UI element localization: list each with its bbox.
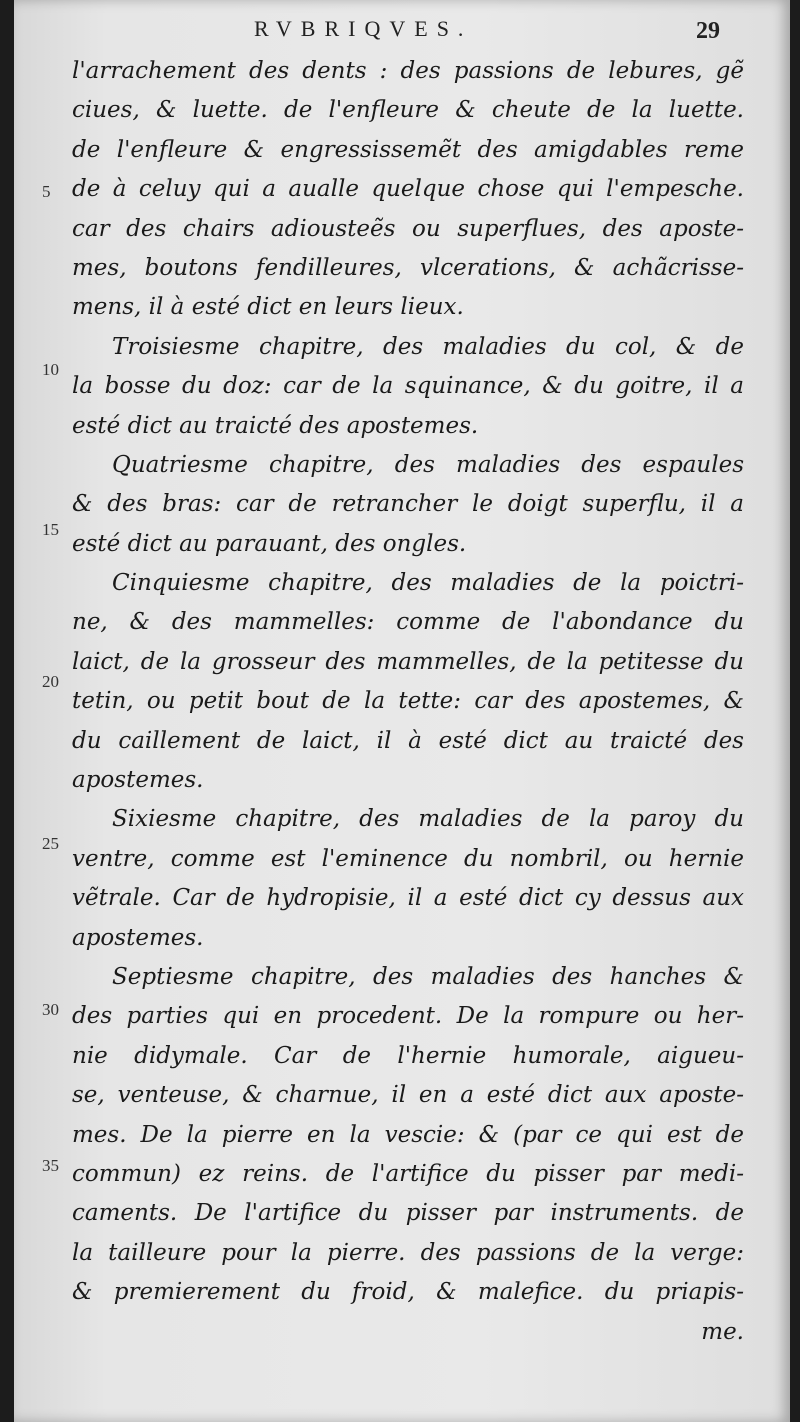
text-line: la bosse du doz: car de la squinance, & du goitre, il a: [72, 373, 744, 400]
text-line: esté dict au parauant, des ongles.: [72, 530, 467, 557]
running-title: RVBRIQVES.: [254, 16, 473, 41]
text-line: ciues, & luette. de l'enfleure & cheute de la luette.: [72, 97, 744, 124]
chapter-heading-line: Quatriesme chapitre, des maladies des espaules: [112, 451, 744, 478]
text-line: & des bras: car de retrancher le doigt superflu, il a: [72, 491, 744, 518]
margin-line-number: 35: [42, 1156, 59, 1175]
text-line: des parties qui en procedent. De la rompure ou her-: [72, 1003, 744, 1030]
text-line: mes. De la pierre en la vescie: & (par ce qui est de: [72, 1121, 744, 1148]
chapter-heading-line: Cinquiesme chapitre, des maladies de la poictri-: [112, 570, 744, 597]
chapter-heading-line: Sixiesme chapitre, des maladies de la paroy du: [112, 806, 744, 833]
chapter-heading-line: Troisiesme chapitre, des maladies du col, & de: [112, 333, 744, 360]
text-line: de l'enfleure & engressissemẽt des amigdables reme: [72, 136, 744, 163]
text-line: laict, de la grosseur des mammelles, de la petitesse du: [72, 648, 744, 675]
text-line: ventre, comme est l'eminence du nombril, ou hernie: [72, 845, 744, 872]
text-line: me.: [701, 1318, 744, 1345]
margin-line-number: 25: [42, 834, 59, 853]
text-line: esté dict au traicté des apostemes.: [72, 412, 479, 439]
text-line: & premierement du froid, & malefice. du priapis-: [72, 1279, 744, 1306]
margin-line-number: 10: [42, 360, 59, 379]
text-line: caments. De l'artifice du pisser par instruments. de: [72, 1200, 744, 1227]
text-line: l'arrachement des dents : des passions de lebures, gẽ: [72, 58, 744, 84]
chapter-heading-line: Septiesme chapitre, des maladies des hanches &: [112, 963, 744, 990]
margin-line-number: 20: [42, 672, 59, 691]
text-line: du caillement de laict, il à esté dict au traicté des: [72, 727, 744, 754]
text-line: car des chairs adiousteẽs ou superflues, des aposte-: [72, 215, 744, 242]
text-line: vẽtrale. Car de hydropisie, il a esté dict cy dessus aux: [72, 885, 744, 912]
running-head: [14, 16, 790, 50]
text-line: apostemes.: [72, 924, 204, 951]
text-line: la tailleure pour la pierre. des passions de la verge:: [72, 1239, 744, 1266]
text-line: se, venteuse, & charnue, il en a esté dict aux aposte-: [72, 1082, 744, 1109]
margin-line-number: 15: [42, 520, 59, 539]
margin-line-number: 5: [42, 182, 51, 201]
text-line: nie didymale. Car de l'hernie humorale, aigueu-: [72, 1042, 744, 1069]
margin-line-number: 30: [42, 1000, 59, 1019]
book-page: [14, 0, 790, 1422]
text-line: mes, boutons fendilleures, vlcerations, & achãcrisse-: [72, 254, 744, 281]
page-number: 29: [696, 18, 720, 44]
text-line: mens, il à esté dict en leurs lieux.: [72, 294, 464, 321]
text-line: de à celuy qui a aualle quelque chose qui l'empesche.: [72, 176, 744, 203]
text-line: apostemes.: [72, 767, 204, 794]
body-text: [72, 52, 744, 1352]
text-line: ne, & des mammelles: comme de l'abondance du: [72, 609, 744, 636]
text-line: tetin, ou petit bout de la tette: car des apostemes, &: [72, 688, 744, 715]
text-line: commun) ez reins. de l'artifice du pisser par medi-: [72, 1160, 744, 1187]
